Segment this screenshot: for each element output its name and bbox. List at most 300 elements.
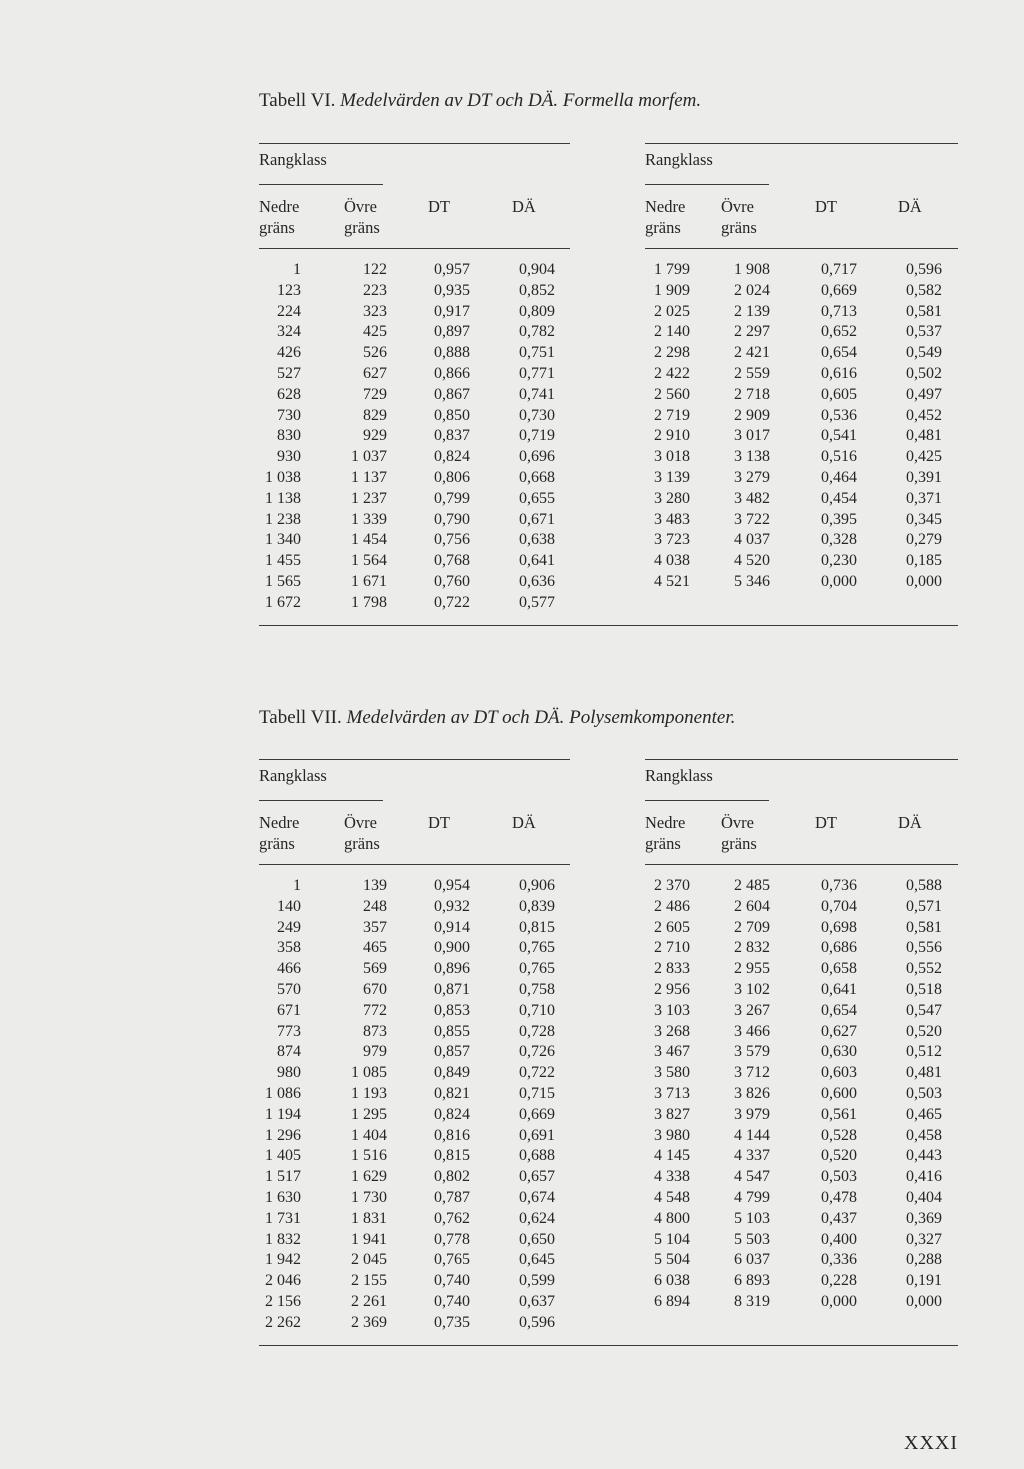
right-table-cell: 4 520 [734, 552, 770, 570]
right-table-cell: 0,185 [906, 552, 942, 570]
right-table-cell: 0,228 [821, 1272, 857, 1290]
right-table-cell: 2 421 [734, 344, 770, 362]
right-table-cell: 0,443 [906, 1147, 942, 1165]
left-table-cell: 0,815 [434, 1147, 470, 1165]
left-table-cell: 0,816 [434, 1126, 470, 1144]
left-table-cell: 0,837 [434, 427, 470, 445]
left-table-cell: 0,624 [519, 1209, 555, 1227]
left-table-cell: 0,787 [434, 1189, 470, 1206]
left-table-cell: 0,799 [434, 489, 470, 507]
table-caption [259, 90, 701, 112]
header-rule [259, 864, 570, 865]
left-table-cell: 0,849 [434, 1064, 470, 1082]
right-table-cell: 6 037 [734, 1251, 770, 1269]
right-table-cell: 1 799 [654, 261, 690, 278]
right-table-cell: 0,000 [821, 573, 857, 590]
right-table-cell: 0,481 [906, 1064, 942, 1082]
left-table-cell: 0,765 [519, 939, 555, 957]
left-table-cell: 0,577 [519, 593, 555, 611]
right-table-cell: 3 980 [654, 1126, 690, 1144]
right-table-cell: 0,464 [821, 469, 857, 486]
right-table-cell: 4 548 [654, 1189, 690, 1206]
right-table-cell: 0,528 [821, 1126, 857, 1144]
left-table-cell: 1 832 [265, 1230, 301, 1248]
right-table-cell: 0,416 [906, 1168, 942, 1186]
right-table-cell: 3 579 [734, 1043, 770, 1061]
left-table-cell: 0,857 [434, 1043, 470, 1061]
right-table-cell: 0,503 [906, 1085, 942, 1102]
left-table-cell: 873 [363, 1022, 387, 1040]
right-table-cell: 1 908 [734, 261, 770, 278]
right-table-cell: 2 833 [654, 960, 690, 978]
left-table-cell: 1 085 [351, 1064, 387, 1082]
right-table-cell: 2 910 [654, 427, 690, 445]
left-table-cell: 980 [277, 1064, 301, 1082]
right-table-cell: 3 827 [654, 1105, 690, 1123]
left-table-cell: 0,806 [434, 469, 470, 486]
right-table-cell: 0,541 [821, 427, 857, 445]
header-rule [645, 864, 958, 865]
left-table-cell: 2 262 [265, 1313, 301, 1331]
left-table-cell: 0,897 [434, 323, 470, 341]
left-table-cell: 2 045 [351, 1251, 387, 1269]
page-number: XXXI [904, 1432, 958, 1454]
right-table-cell: 0,571 [906, 897, 942, 915]
left-table-cell: 123 [277, 281, 301, 299]
left-table-cell: 0,719 [519, 427, 555, 445]
header-rule [645, 248, 958, 249]
right-table-cell: 3 267 [734, 1001, 770, 1019]
left-table-cell: 466 [277, 960, 301, 978]
right-table-cell: 3 722 [734, 510, 770, 528]
right-table-cell: 2 560 [654, 385, 690, 403]
group-header-rangklass: Rangklass [259, 150, 327, 169]
left-table-cell: 1 798 [351, 593, 387, 611]
left-table-cell: 1 454 [351, 531, 387, 549]
table-caption-label: Tabell VII. [259, 707, 342, 728]
left-table-cell: 0,710 [519, 1001, 555, 1019]
left-table-cell: 526 [363, 344, 387, 362]
left-table-cell: 0,741 [519, 385, 555, 403]
right-table-cell: 0,641 [821, 981, 857, 998]
left-table-cell: 1 831 [351, 1209, 387, 1227]
right-table-cell: 2 718 [734, 385, 770, 403]
left-table-cell: 1 296 [265, 1126, 301, 1144]
left-table-cell: 0,657 [519, 1168, 555, 1186]
left-table-cell: 930 [277, 448, 301, 466]
right-table-cell: 0,404 [906, 1189, 942, 1206]
right-table-cell: 2 298 [654, 344, 690, 362]
left-table-cell: 323 [363, 302, 387, 320]
left-table-cell: 358 [277, 939, 301, 957]
left-table-cell: 1 193 [351, 1085, 387, 1102]
right-table-cell: 0,516 [821, 448, 857, 466]
left-table-cell: 0,645 [519, 1251, 555, 1269]
right-table-cell: 0,536 [821, 406, 857, 424]
right-table-cell: 3 713 [654, 1085, 690, 1102]
left-table-cell: 1 237 [351, 489, 387, 507]
left-table-cell: 0,935 [434, 281, 470, 299]
right-table-cell: 5 346 [734, 573, 770, 590]
left-table-cell: 1 630 [265, 1189, 301, 1206]
left-table-cell: 0,740 [434, 1272, 470, 1290]
left-table-cell: 0,722 [434, 593, 470, 611]
left-table-cell: 0,715 [519, 1085, 555, 1102]
right-table-cell: 0,736 [821, 877, 857, 894]
right-table-cell: 3 979 [734, 1105, 770, 1123]
right-table-cell: 0,391 [906, 469, 942, 486]
left-table-cell: 2 261 [351, 1293, 387, 1310]
right-table-cell: 3 102 [734, 981, 770, 998]
left-table-cell: 249 [277, 918, 301, 936]
right-table-cell: 2 024 [734, 281, 770, 299]
right-table-cell: 0,279 [906, 531, 942, 549]
left-table-cell: 1 037 [351, 448, 387, 466]
column-header: DÄ [512, 197, 536, 216]
group-rule [645, 184, 769, 185]
right-table-cell: 3 712 [734, 1064, 770, 1082]
left-table-cell: 0,957 [434, 261, 470, 278]
left-table-cell: 1 672 [265, 593, 301, 611]
right-table-cell: 4 800 [654, 1209, 690, 1227]
right-table-cell: 0,713 [821, 302, 857, 320]
left-table-cell: 0,668 [519, 469, 555, 486]
left-table-cell: 1 238 [265, 510, 301, 528]
left-table-cell: 0,735 [434, 1313, 470, 1331]
right-table-cell: 4 337 [734, 1147, 770, 1165]
right-table-cell: 0,704 [821, 897, 857, 915]
right-table-cell: 3 483 [654, 510, 690, 528]
left-table-cell: 1 516 [351, 1147, 387, 1165]
right-table-cell: 2 709 [734, 918, 770, 936]
left-table-cell: 0,790 [434, 510, 470, 528]
left-table-cell: 729 [363, 385, 387, 403]
column-header: Nedre gräns [259, 197, 300, 237]
right-table-cell: 4 144 [734, 1126, 770, 1144]
left-table-cell: 0,730 [519, 406, 555, 424]
right-table-cell: 2 025 [654, 302, 690, 320]
left-table-cell: 1 731 [265, 1209, 301, 1227]
left-table-cell: 0,650 [519, 1230, 555, 1248]
left-table-cell: 0,691 [519, 1126, 555, 1144]
table-caption-label: Tabell VI. [259, 90, 336, 111]
left-table-cell: 0,636 [519, 573, 555, 590]
right-table-cell: 2 832 [734, 939, 770, 957]
right-table-cell: 2 604 [734, 897, 770, 915]
right-table-cell: 0,537 [906, 323, 942, 341]
right-table-cell: 0,481 [906, 427, 942, 445]
left-table-cell: 0,655 [519, 489, 555, 507]
table-caption-title: Medelvärden av DT och DÄ. Polysemkomponenter. [346, 707, 736, 728]
right-table-cell: 1 909 [654, 281, 690, 299]
right-table-cell: 4 037 [734, 531, 770, 549]
right-table-cell: 5 504 [654, 1251, 690, 1269]
right-table-cell: 3 482 [734, 489, 770, 507]
right-table-cell: 3 466 [734, 1022, 770, 1040]
right-table-cell: 0,556 [906, 939, 942, 957]
left-table-cell: 122 [363, 261, 387, 278]
left-table-cell: 0,896 [434, 960, 470, 978]
left-table-cell: 0,809 [519, 302, 555, 320]
right-table-cell: 4 521 [654, 573, 690, 590]
left-table-cell: 426 [277, 344, 301, 362]
right-table-cell: 0,454 [821, 489, 857, 507]
top-rule [645, 759, 958, 760]
right-table-cell: 2 370 [654, 877, 690, 894]
right-table-cell: 0,502 [906, 365, 942, 382]
right-table-cell: 0,652 [821, 323, 857, 341]
left-table-cell: 0,762 [434, 1209, 470, 1227]
right-table-cell: 0,616 [821, 365, 857, 382]
left-table-cell: 0,867 [434, 385, 470, 403]
group-rule [259, 800, 383, 801]
left-table-cell: 0,758 [519, 981, 555, 998]
right-table-cell: 0,371 [906, 489, 942, 507]
right-table-cell: 0,497 [906, 385, 942, 403]
right-table-cell: 2 485 [734, 877, 770, 894]
column-header: Nedre gräns [645, 197, 686, 237]
bottom-rule [259, 625, 958, 626]
column-header: Övre gräns [344, 197, 380, 237]
left-table-cell: 324 [277, 323, 301, 341]
right-table-cell: 2 909 [734, 406, 770, 424]
right-table-cell: 3 018 [654, 448, 690, 466]
left-table-cell: 569 [363, 960, 387, 978]
left-table-cell: 0,855 [434, 1022, 470, 1040]
left-table-cell: 0,768 [434, 552, 470, 570]
left-table-cell: 1 038 [265, 469, 301, 486]
right-table-cell: 3 268 [654, 1022, 690, 1040]
right-table-cell: 0,000 [906, 573, 942, 590]
left-table-cell: 0,638 [519, 531, 555, 549]
left-table-cell: 223 [363, 281, 387, 299]
left-table-cell: 0,914 [434, 918, 470, 936]
right-table-cell: 0,465 [906, 1105, 942, 1123]
left-table-cell: 1 404 [351, 1126, 387, 1144]
left-table-cell: 0,722 [519, 1064, 555, 1082]
right-table-cell: 5 503 [734, 1230, 770, 1248]
column-header: Nedre gräns [645, 813, 686, 853]
right-table-cell: 3 723 [654, 531, 690, 549]
left-table-cell: 0,888 [434, 344, 470, 362]
left-table-cell: 1 137 [351, 469, 387, 486]
left-table-cell: 671 [277, 1001, 301, 1019]
right-table-cell: 3 826 [734, 1085, 770, 1102]
left-table-cell: 0,778 [434, 1230, 470, 1248]
top-rule [259, 759, 570, 760]
right-table-cell: 0,581 [906, 302, 942, 320]
right-table-cell: 0,630 [821, 1043, 857, 1061]
column-header: DÄ [898, 197, 922, 216]
left-table-cell: 0,917 [434, 302, 470, 320]
left-table-cell: 1 086 [265, 1085, 301, 1102]
column-header: DT [815, 197, 837, 216]
left-table-cell: 0,726 [519, 1043, 555, 1061]
left-table-cell: 0,637 [519, 1293, 555, 1310]
right-table-cell: 2 710 [654, 939, 690, 957]
left-table-cell: 627 [363, 365, 387, 382]
right-table-cell: 8 319 [734, 1293, 770, 1310]
column-header: DT [428, 197, 450, 216]
right-table-cell: 0,369 [906, 1209, 942, 1227]
right-table-cell: 4 547 [734, 1168, 770, 1186]
right-table-cell: 0,654 [821, 1001, 857, 1019]
left-table-cell: 0,866 [434, 365, 470, 382]
right-table-cell: 6 894 [654, 1293, 690, 1310]
right-table-cell: 0,345 [906, 510, 942, 528]
left-table-cell: 0,815 [519, 918, 555, 936]
left-table-cell: 0,696 [519, 448, 555, 466]
right-table-cell: 0,458 [906, 1126, 942, 1144]
right-table-cell: 0,669 [821, 281, 857, 299]
right-table-cell: 3 017 [734, 427, 770, 445]
right-table-cell: 0,437 [821, 1209, 857, 1227]
left-table-cell: 1 564 [351, 552, 387, 570]
left-table-cell: 0,688 [519, 1147, 555, 1165]
right-table-cell: 0,627 [821, 1022, 857, 1040]
right-table-cell: 2 139 [734, 302, 770, 320]
right-table-cell: 0,552 [906, 960, 942, 978]
right-table-cell: 0,503 [821, 1168, 857, 1186]
right-table-cell: 3 467 [654, 1043, 690, 1061]
left-table-cell: 1 671 [351, 573, 387, 590]
right-table-cell: 3 580 [654, 1064, 690, 1082]
right-table-cell: 3 280 [654, 489, 690, 507]
left-table-cell: 0,765 [519, 960, 555, 978]
left-table-cell: 929 [363, 427, 387, 445]
right-table-cell: 6 038 [654, 1272, 690, 1290]
group-header-rangklass: Rangklass [645, 766, 713, 785]
right-table-cell: 0,452 [906, 406, 942, 424]
right-table-cell: 0,658 [821, 960, 857, 978]
left-table-cell: 0,728 [519, 1022, 555, 1040]
right-table-cell: 0,654 [821, 344, 857, 362]
right-table-cell: 5 103 [734, 1209, 770, 1227]
left-table-cell: 0,751 [519, 344, 555, 362]
left-table-cell: 1 138 [265, 489, 301, 507]
right-table-cell: 0,000 [906, 1293, 942, 1310]
right-table-cell: 0,520 [821, 1147, 857, 1165]
left-table-cell: 0,674 [519, 1189, 555, 1206]
right-table-cell: 0,518 [906, 981, 942, 998]
left-table-cell: 140 [277, 897, 301, 915]
header-rule [259, 248, 570, 249]
right-table-cell: 0,588 [906, 877, 942, 894]
left-table-cell: 1 455 [265, 552, 301, 570]
left-table-cell: 0,821 [434, 1085, 470, 1102]
left-table-cell: 0,954 [434, 877, 470, 894]
left-table-cell: 0,756 [434, 531, 470, 549]
left-table-cell: 1 730 [351, 1189, 387, 1206]
left-table-cell: 527 [277, 365, 301, 382]
left-table-cell: 1 339 [351, 510, 387, 528]
left-table-cell: 1 340 [265, 531, 301, 549]
left-table-cell: 830 [277, 427, 301, 445]
right-table-cell: 2 719 [654, 406, 690, 424]
left-table-cell: 0,782 [519, 323, 555, 341]
column-header: Övre gräns [344, 813, 380, 853]
left-table-cell: 979 [363, 1043, 387, 1061]
right-table-cell: 0,478 [821, 1189, 857, 1206]
left-table-cell: 874 [277, 1043, 301, 1061]
left-table-cell: 425 [363, 323, 387, 341]
right-table-cell: 2 955 [734, 960, 770, 978]
right-table-cell: 0,336 [821, 1251, 857, 1269]
right-table-cell: 2 605 [654, 918, 690, 936]
left-table-cell: 1 942 [265, 1251, 301, 1269]
right-table-cell: 0,000 [821, 1293, 857, 1310]
left-table-cell: 628 [277, 385, 301, 403]
group-rule [259, 184, 383, 185]
column-header: Övre gräns [721, 197, 757, 237]
right-table-cell: 0,425 [906, 448, 942, 466]
right-table-cell: 0,581 [906, 918, 942, 936]
left-table-cell: 0,932 [434, 897, 470, 915]
top-rule [259, 143, 570, 144]
left-table-cell: 0,740 [434, 1293, 470, 1310]
right-table-cell: 2 422 [654, 365, 690, 382]
left-table-cell: 2 369 [351, 1313, 387, 1331]
right-table-cell: 0,596 [906, 261, 942, 278]
right-table-cell: 3 279 [734, 469, 770, 486]
group-header-rangklass: Rangklass [645, 150, 713, 169]
left-table-cell: 0,839 [519, 897, 555, 915]
right-table-cell: 2 956 [654, 981, 690, 998]
right-table-cell: 6 893 [734, 1272, 770, 1290]
right-table-cell: 2 140 [654, 323, 690, 341]
group-rule [645, 800, 769, 801]
right-table-cell: 0,582 [906, 281, 942, 299]
left-table-cell: 1 941 [351, 1230, 387, 1248]
right-table-cell: 4 338 [654, 1168, 690, 1186]
right-table-cell: 0,561 [821, 1105, 857, 1123]
left-table-cell: 0,802 [434, 1168, 470, 1186]
right-table-cell: 0,600 [821, 1085, 857, 1102]
right-table-cell: 0,328 [821, 531, 857, 549]
column-header: DT [428, 813, 450, 832]
left-table-cell: 1 565 [265, 573, 301, 590]
left-table-cell: 0,900 [434, 939, 470, 957]
right-table-cell: 0,605 [821, 385, 857, 403]
table-caption-title: Medelvärden av DT och DÄ. Formella morfem. [340, 90, 702, 111]
left-table-cell: 0,599 [519, 1272, 555, 1290]
right-table-cell: 0,288 [906, 1251, 942, 1269]
right-table-cell: 0,520 [906, 1022, 942, 1040]
left-table-cell: 1 629 [351, 1168, 387, 1186]
right-table-cell: 0,512 [906, 1043, 942, 1061]
left-table-cell: 2 155 [351, 1272, 387, 1290]
left-table-cell: 357 [363, 918, 387, 936]
right-table-cell: 4 038 [654, 552, 690, 570]
left-table-cell: 248 [363, 897, 387, 915]
right-table-cell: 0,717 [821, 261, 857, 278]
right-table-cell: 2 486 [654, 897, 690, 915]
left-table-cell: 465 [363, 939, 387, 957]
left-table-cell: 1 295 [351, 1105, 387, 1123]
right-table-cell: 4 799 [734, 1189, 770, 1206]
left-table-cell: 1 194 [265, 1105, 301, 1123]
left-table-cell: 1 517 [265, 1168, 301, 1186]
left-table-cell: 2 046 [265, 1272, 301, 1290]
left-table-cell: 0,760 [434, 573, 470, 590]
left-table-cell: 0,641 [519, 552, 555, 570]
left-table-cell: 0,596 [519, 1313, 555, 1331]
right-table-cell: 0,698 [821, 918, 857, 936]
bottom-rule [259, 1345, 958, 1346]
right-table-cell: 0,686 [821, 939, 857, 957]
column-header: Övre gräns [721, 813, 757, 853]
right-table-cell: 3 138 [734, 448, 770, 466]
